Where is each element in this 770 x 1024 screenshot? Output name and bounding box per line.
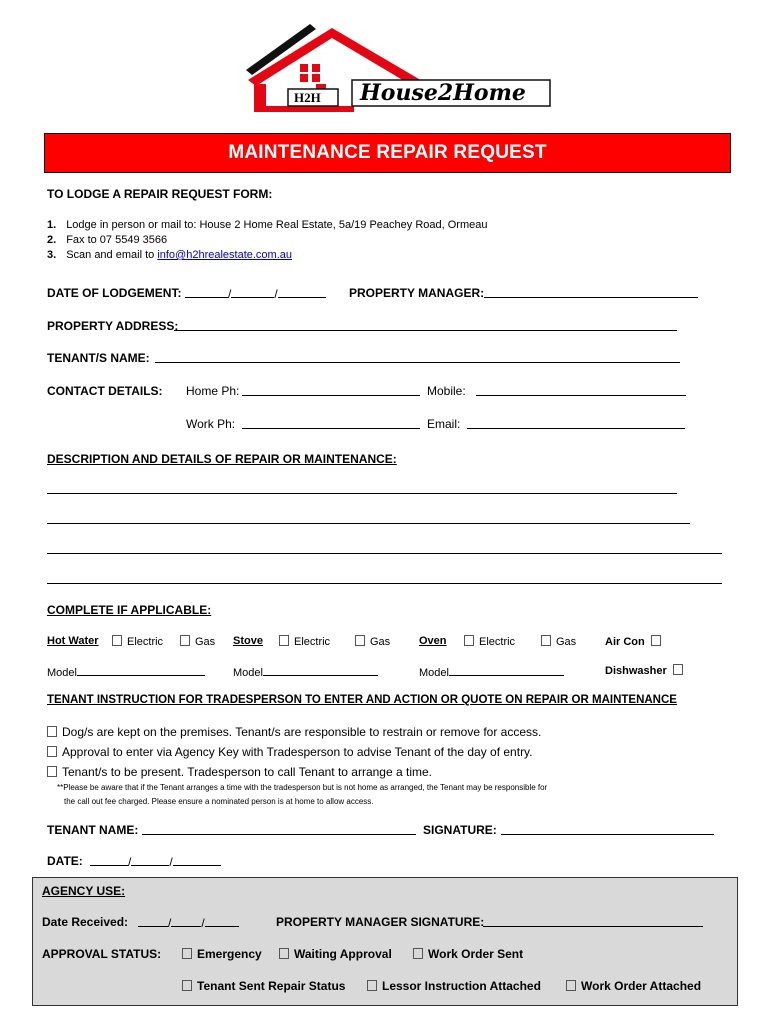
- logo-brand: House2Home: [360, 80, 526, 106]
- stove-model-field[interactable]: Model: [233, 664, 378, 679]
- hot-water-electric-checkbox[interactable]: Electric: [112, 635, 163, 648]
- signature-label: SIGNATURE:: [423, 823, 497, 837]
- page-title: MAINTENANCE REPAIR REQUEST: [228, 142, 547, 163]
- tenant-name-field[interactable]: [142, 823, 416, 838]
- property-manager-field[interactable]: [484, 286, 698, 301]
- lodge-heading: TO LODGE A REPAIR REQUEST FORM:: [47, 187, 273, 201]
- lodge-item: 2. Fax to 07 5549 3566: [47, 234, 168, 246]
- description-line[interactable]: [47, 553, 722, 554]
- hot-water-row: Hot Water: [47, 635, 99, 647]
- instruction-heading: TENANT INSTRUCTION FOR TRADESPERSON TO ENTER AND ACTION OR QUOTE ON REPAIR OR MAINTENANCE: [47, 694, 677, 706]
- tenant-present-checkbox[interactable]: Tenant/s to be present. Tradesperson to call Tenant to arrange a time.: [47, 765, 432, 779]
- lessor-instruction-attached-checkbox[interactable]: Lessor Instruction Attached: [367, 979, 541, 993]
- agency-heading: AGENCY USE:: [42, 884, 126, 898]
- description-line[interactable]: [47, 493, 677, 494]
- description-line[interactable]: [47, 583, 722, 584]
- date-received-label: Date Received:: [42, 915, 129, 929]
- hot-water-model-field[interactable]: Model: [47, 664, 205, 679]
- email-label: Email:: [427, 417, 461, 431]
- air-con-checkbox[interactable]: Air Con: [605, 635, 666, 648]
- pm-signature-field[interactable]: [483, 915, 703, 930]
- description-heading: DESCRIPTION AND DETAILS OF REPAIR OR MAINTENANCE:: [47, 452, 397, 466]
- date-of-lodgement-field[interactable]: / /: [185, 286, 326, 301]
- work-order-attached-checkbox[interactable]: Work Order Attached: [566, 979, 701, 993]
- property-address-label: PROPERTY ADDRESS:: [47, 319, 179, 333]
- stove-label: Stove: [233, 635, 263, 647]
- instruction-note: **Please be aware that if the Tenant arranges a time with the tradesperson but is not home as arranged, the Tenant may be responsible for: [57, 783, 548, 792]
- work-ph-field[interactable]: [242, 417, 420, 432]
- contact-details-label: CONTACT DETAILS:: [47, 384, 163, 398]
- emergency-checkbox[interactable]: Emergency: [182, 947, 262, 961]
- property-address-field[interactable]: [174, 319, 677, 334]
- oven-gas-checkbox[interactable]: Gas: [541, 635, 576, 648]
- lodge-item: 3. Scan and email to info@h2hrealestate.com.au: [47, 249, 293, 261]
- approval-status-label: APPROVAL STATUS:: [42, 947, 162, 961]
- property-manager-label: PROPERTY MANAGER:: [349, 286, 485, 300]
- email-link[interactable]: info@h2hrealestate.com.au: [157, 249, 293, 261]
- oven-label: Oven: [419, 635, 447, 647]
- mobile-label: Mobile:: [427, 384, 466, 398]
- home-ph-label: Home Ph:: [186, 384, 240, 398]
- tenants-name-label: TENANT/S NAME:: [47, 351, 150, 365]
- oven-model-field[interactable]: Model: [419, 664, 564, 679]
- stove-gas-checkbox[interactable]: Gas: [355, 635, 390, 648]
- agency-key-checkbox[interactable]: Approval to enter via Agency Key with Tradesperson to advise Tenant of the day of entry.: [47, 745, 533, 759]
- tenants-name-field[interactable]: [155, 351, 680, 366]
- title-bar: [44, 133, 731, 173]
- pm-signature-label: PROPERTY MANAGER SIGNATURE:: [276, 915, 485, 929]
- date-received-field[interactable]: / /: [138, 915, 239, 930]
- instruction-note: the call out fee charged. Please ensure a nominated person is at home to allow access.: [64, 797, 374, 806]
- waiting-approval-checkbox[interactable]: Waiting Approval: [279, 947, 392, 961]
- work-ph-label: Work Ph:: [186, 417, 236, 431]
- hot-water-gas-checkbox[interactable]: Gas: [180, 635, 215, 648]
- lodge-item: 1. Lodge in person or mail to: House 2 Home Real Estate, 5a/19 Peachey Road, Ormeau: [47, 219, 488, 231]
- work-order-sent-checkbox[interactable]: Work Order Sent: [413, 947, 523, 961]
- tenant-sent-repair-status-checkbox[interactable]: Tenant Sent Repair Status: [182, 979, 345, 993]
- dogs-checkbox[interactable]: Dog/s are kept on the premises. Tenant/s are responsible to restrain or remove for access.: [47, 725, 541, 739]
- logo-monogram: H2H: [294, 90, 321, 105]
- email-field[interactable]: [467, 417, 685, 432]
- oven-electric-checkbox[interactable]: Electric: [464, 635, 515, 648]
- description-line[interactable]: [47, 523, 690, 524]
- stove-electric-checkbox[interactable]: Electric: [279, 635, 330, 648]
- tenant-name-label: TENANT NAME:: [47, 823, 139, 837]
- signoff-date-field[interactable]: / /: [90, 854, 221, 869]
- signoff-date-label: DATE:: [47, 854, 83, 868]
- home-ph-field[interactable]: [242, 384, 420, 399]
- logo: [240, 22, 560, 117]
- signature-field[interactable]: [501, 823, 714, 838]
- applicable-heading: COMPLETE IF APPLICABLE:: [47, 603, 212, 617]
- dishwasher-checkbox[interactable]: Dishwasher: [605, 664, 688, 677]
- mobile-field[interactable]: [476, 384, 686, 399]
- date-of-lodgement-label: DATE OF LODGEMENT:: [47, 286, 182, 300]
